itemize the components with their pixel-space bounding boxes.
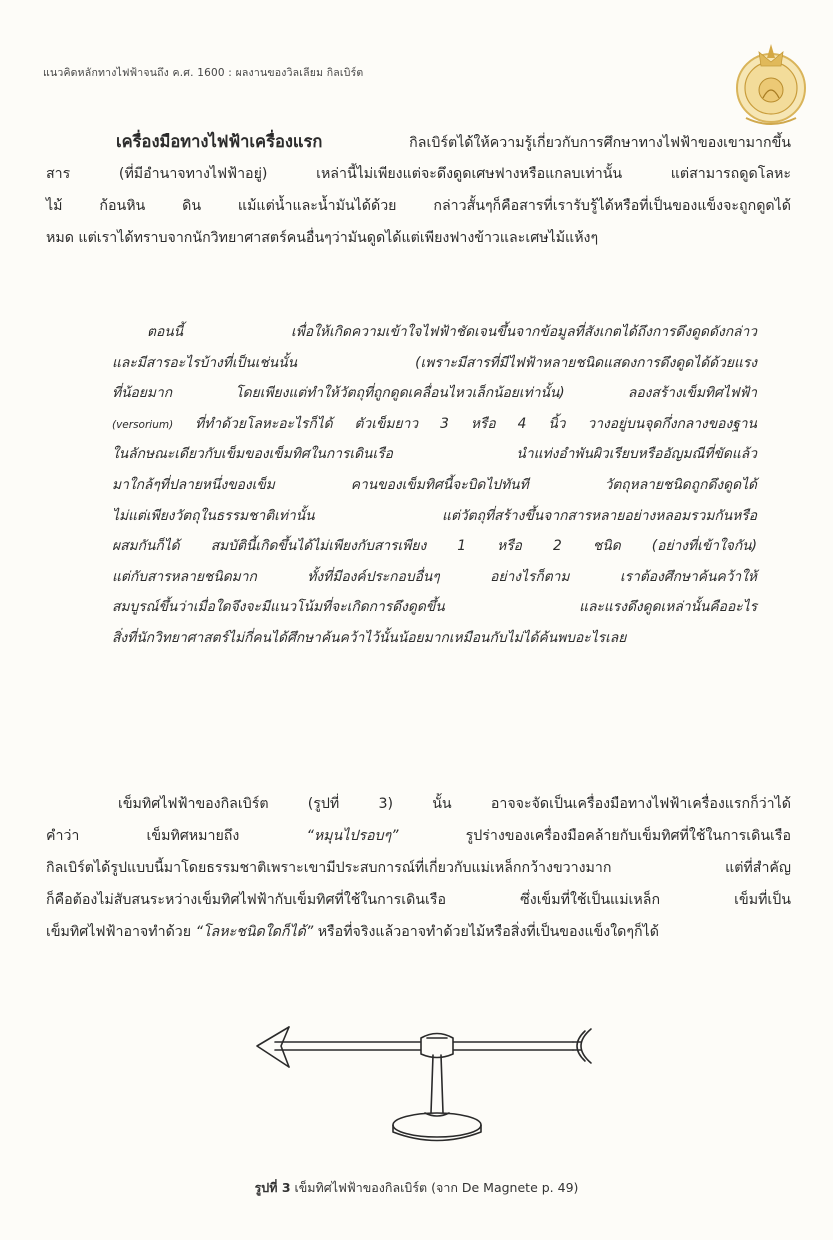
quote-line: มาใกล้ๆที่ปลายหนึ่งของเข็ม คานของเข็มทิศนี้จะบิดไปทันที วัตถุหลายชนิดถูกดึงดูดได้ (112, 476, 757, 493)
paragraph-line: เข็มทิศไฟฟ้าของกิลเบิร์ต (รูปที่ 3) นั้น อาจจะจัดเป็นเครื่องมือทางไฟฟ้าเครื่องแรกก็ว่าได้ (118, 796, 791, 812)
quote-line: และมีสารอะไรบ้างที่เป็นเช่นนั้น (เพราะมีสารที่มีไฟฟ้าหลายชนิดแสดงการดึงดูดได้ด้วยแรง (112, 354, 757, 371)
quote-line: ผสมกันก็ได้ สมบัตินี้เกิดขึ้นได้ไม่เพียงกับสารเพียง 1 หรือ 2 ชนิด (อย่างที่เข้าใจกัน) (112, 538, 757, 555)
lead-heading: เครื่องมือทางไฟฟ้าเครื่องแรก (116, 132, 323, 151)
quote-line: ที่น้อยมาก โดยเพียงแต่ทำให้วัตถุที่ถูกดูดเคลื่อนไหวเล็กน้อยเท่านั้น) ลองสร้างเข็มทิศไฟฟ้า (112, 385, 757, 402)
quote-line: สิ่งที่นักวิทยาศาสตร์ไม่กี่คนได้ศึกษาค้นคว้าไว้นั้นน้อยมากเหมือนกับไม่ได้ค้นพบอะไรเลย (112, 629, 627, 646)
institution-seal-emblem (732, 38, 810, 128)
paragraph-text: เข็มทิศไฟฟ้าอาจทำด้วย (46, 924, 196, 940)
paragraph-line (46, 820, 791, 852)
paragraph-text: กิลเบิร์ตได้ให้ความรู้เกี่ยวกับการศึกษาทางไฟฟ้าของเขามากขึ้น (322, 135, 791, 151)
paragraph-line: ก็คือต้องไม่สับสนระหว่างเข็มทิศไฟฟ้ากับเข็มทิศที่ใช้ในการเดินเรือ ซึ่งเข็มที่ใช้เป็นแม่เหล็ก เข็มที่เป็น (46, 892, 791, 908)
figure-caption-label: รูปที่ 3 (254, 1180, 291, 1195)
quote-line: ในลักษณะเดียวกับเข็มของเข็มทิศในการเดินเรือ นำแท่งอำพันผิวเรียบหรืออัญมณีที่ขัดแล้ว (112, 446, 757, 463)
paragraph-line: ไม้ ก้อนหิน ดิน แม้แต่น้ำและน้ำมันได้ด้วย กล่าวสั้นๆก็คือสารที่เรารับรู้ได้หรือที่เป็นของแข็งจะถูกดูดได้ (46, 198, 791, 214)
paragraph-line: หมด แต่เราได้ทราบจากนักวิทยาศาสตร์คนอื่นๆว่ามันดูดได้แต่เพียงฟางข้าวและเศษไม้แห้งๆ (46, 230, 599, 246)
paragraph-line (46, 916, 791, 948)
running-header: แนวคิดหลักทางไฟฟ้าจนถึง ค.ศ. 1600 : ผลงานของวิลเลียม กิลเบิร์ต (43, 67, 364, 79)
paragraph-line (46, 126, 791, 158)
quoted-term: “โลหะชนิดใดก็ได้” (195, 924, 314, 940)
versorium-illustration (255, 1025, 600, 1160)
paragraph-text: คำว่า เข็มทิศหมายถึง (46, 828, 307, 844)
paragraph-first-instrument (46, 126, 791, 254)
figure-caption-text: เข็มทิศไฟฟ้าของกิลเบิร์ต (จาก De Magnete p. 49) (290, 1180, 579, 1195)
quote-line: สมบูรณ์ขึ้นว่าเมื่อใดจึงจะมีแนวโน้มที่จะเกิดการดึงดูดขึ้น และแรงดึงดูดเหล่านั้นคืออะไร (112, 599, 757, 616)
quote-line: ไม่แต่เพียงวัตถุในธรรมชาติเท่านั้น แต่วัตถุที่สร้างขึ้นจากสารหลายอย่างหลอมรวมกันหรือ (112, 507, 757, 524)
quoted-term: “หมุนไปรอบๆ” (306, 828, 399, 844)
quote-line: ตอนนี้ เพื่อให้เกิดความเข้าใจไฟฟ้าชัดเจนขึ้นจากข้อมูลที่สังเกตได้ถึงการดึงดูดดังกล่าว (147, 324, 757, 340)
quote-line: แต่กับสารหลายชนิดมาก ทั้งที่มีองค์ประกอบอื่นๆ อย่างไรก็ตาม เราต้องศึกษาค้นคว้าให้ (112, 568, 757, 585)
paragraph-text: รูปร่างของเครื่องมือคล้ายกับเข็มทิศที่ใช้ในการเดินเรือ (398, 828, 792, 844)
block-quote (112, 317, 757, 654)
figure-caption (0, 1178, 833, 1198)
paragraph-line: กิลเบิร์ตได้รูปแบบนี้มาโดยธรรมชาติเพราะเขามีประสบการณ์ที่เกี่ยวกับแม่เหล็กกว้างขวางมาก แต่ที่สำคัญ (46, 860, 791, 876)
paragraph-versorium (46, 788, 791, 948)
paragraph-text: หรือที่จริงแล้วอาจทำด้วยไม้หรือสิ่งที่เป็นของแข็งใดๆก็ได้ (313, 924, 659, 940)
paragraph-line: สาร (ที่มีอำนาจทางไฟฟ้าอยู่) เหล่านี้ไม่เพียงแต่จะดึงดูดเศษฟางหรือแกลบเท่านั้น แต่สามารถดูดโลหะ (46, 166, 791, 182)
versorium-term: (versorium) (112, 418, 174, 431)
quote-text: ที่ทำด้วยโลหะอะไรก็ได้ ตัวเข็มยาว 3 หรือ 4 นิ้ว วางอยู่บนจุดกึ่งกลางของฐาน (173, 415, 757, 432)
quote-line (112, 409, 757, 440)
